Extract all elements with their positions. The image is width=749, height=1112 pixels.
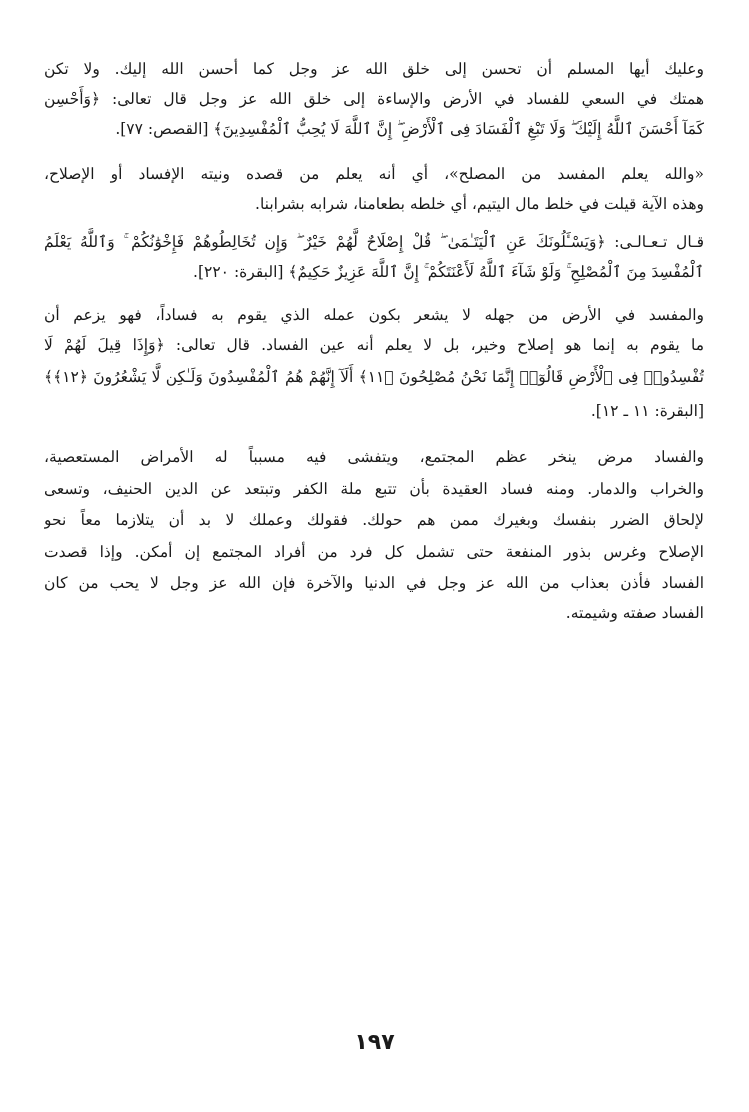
text-line: الفساد فأذن بعذاب من الله عز وجل في الدنيا والآخرة فإن الله عز وجل لا يحب من كان bbox=[44, 574, 704, 592]
text-line: وعليك أيها المسلم أن تحسن إلى خلق الله عز وجل كما أحسن الله إليك. ولا تكن bbox=[44, 60, 704, 78]
text-line: «والله يعلم المفسد من المصلح»، أي أنه يعلم من قصده ونيته الإفساد أو الإصلاح، bbox=[44, 165, 704, 183]
text-line: والفساد مرض ينخر عظم المجتمع، ويتفشى فيه مسبباً له الأمراض المستعصية، bbox=[44, 448, 704, 466]
text-line: لإلحاق الضرر بنفسك وبغيرك ممن هم حولك. فقولك وعملك لا بد أن يتلازما معاً نحو bbox=[44, 511, 704, 529]
text-line: والمفسد في الأرض من جهله لا يشعر بكون عمله الذي يقوم به فساداً، فهو يزعم أن bbox=[44, 306, 704, 324]
verse-citation: [البقرة: ١١ ـ ١٢]. bbox=[590, 402, 704, 420]
text-line: همتك في السعي للفساد في الأرض والإساءة إلى خلق الله عز وجل قال تعالى: ﴿وَأَحْسِن bbox=[44, 90, 704, 108]
quran-verse-line: ٱلْمُفْسِدَ مِنَ ٱلْمُصْلِحِ ۚ وَلَوْ شَآءَ ٱللَّهُ لَأَعْنَتَكُمْ ۚ إِنَّ ٱللَّهَ عَزِيزٌ حَكِيمٌ﴾ [البقرة: ٢٢٠]. bbox=[193, 263, 704, 281]
text-line: الإصلاح وغرس بذور المنفعة حتى تشمل كل فرد من أفراد المجتمع إن أمكن. وإذا قصدت bbox=[44, 543, 704, 561]
quran-verse-line: تُفْسِدُوا۟ فِى ٱلْأَرْضِ قَالُوٓا۟ إِنَّمَا نَحْنُ مُصْلِحُونَ ﴿١١﴾ أَلَآ إِنَّهُمْ هُمُ ٱلْمُفْسِدُونَ وَلَـٰكِن لَّا يَشْعُرُونَ ﴿١٢﴾﴾ bbox=[44, 368, 704, 386]
page-number: ١٩٧ bbox=[354, 1030, 395, 1055]
quran-verse-line: قـال تـعـالـى: ﴿وَيَسْـَٔلُونَكَ عَنِ ٱلْيَتَـٰمَىٰ ۖ قُلْ إِصْلَاحٌ لَّهُمْ خَيْرٌ ۖ وَإِن تُخَالِطُوهُمْ فَإِخْوَٰنُكُمْ ۚ وَٱللَّهُ يَعْلَمُ bbox=[44, 233, 704, 251]
quran-verse-line: كَمَآ أَحْسَنَ ٱللَّهُ إِلَيْكَ ۖ وَلَا تَبْغِ ٱلْفَسَادَ فِى ٱلْأَرْضِ ۖ إِنَّ ٱللَّهَ لَا يُحِبُّ ٱلْمُفْسِدِينَ﴾ [القصص: ٧٧]. bbox=[115, 120, 704, 138]
text-line: وهذه الآية قيلت في خلط مال اليتيم، أي خلطه بطعامنا، شرابه بشرابنا. bbox=[255, 195, 704, 213]
text-line: الفساد صفته وشيمته. bbox=[565, 604, 704, 622]
text-line: والخراب والدمار. ومنه فساد العقيدة بأن تتبع ملة الكفر وتبتعد عن الدين الحنيف، وتسعى bbox=[44, 480, 704, 498]
text-line: ما يقوم به إنما هو إصلاح وخير، بل لا يعلم أنه عين الفساد. قال تعالى: ﴿وَإِذَا قِيلَ لَهُمْ لَا bbox=[44, 336, 704, 354]
